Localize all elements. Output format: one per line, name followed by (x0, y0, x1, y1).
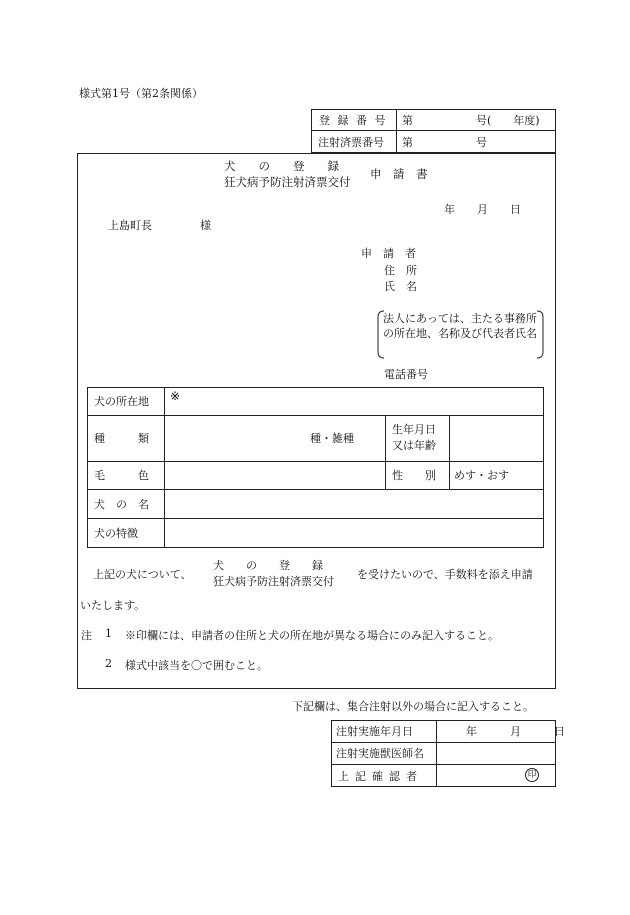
vaccination-date-label: 注射実施年月日 (336, 725, 413, 738)
addressee-honorific: 様 (200, 219, 211, 232)
addressee: 上島町長 (108, 219, 152, 232)
dog-features-label: 犬の特徴 (94, 527, 138, 540)
sex-label: 性 別 (392, 469, 436, 482)
breed-label: 種 類 (94, 432, 149, 445)
notes-head: 注 (81, 629, 92, 642)
applicant-label: 申 請 者 (361, 247, 416, 260)
color-label: 毛 色 (94, 469, 149, 482)
bottom-note: 下記欄は、集合注射以外の場合に記入すること。 (292, 700, 534, 713)
request-continuation: いたします。 (80, 599, 146, 612)
dog-location-label: 犬の所在地 (94, 395, 149, 408)
breed-mixed: 種・雑種 (310, 432, 354, 445)
tag-number-prefix: 第 (402, 136, 413, 149)
dog-name-label: 犬 の 名 (94, 497, 149, 511)
request-suffix: を受けたいので、手数料を添え申請 (357, 568, 533, 581)
tag-number-label: 注射済票番号 (318, 136, 384, 149)
phone-label: 電話番号 (384, 368, 428, 381)
request-prefix: 上記の犬について、 (93, 568, 192, 581)
title-option-registration: 犬 の 登 録 (224, 159, 339, 173)
request-option-registration: 犬 の 登 録 (213, 559, 323, 572)
application-date: 年 月 日 (444, 203, 521, 216)
note-2-text: 様式中該当を〇で囲むこと。 (125, 659, 268, 672)
confirmer-label: 上記確認者 (338, 769, 423, 783)
tag-number-suffix: 号 (476, 136, 487, 149)
applicant-address-label: 住 所 (384, 264, 417, 277)
registration-number-prefix: 第 (402, 114, 413, 127)
registration-number-label: 登 録 番 号 (319, 114, 388, 127)
title-suffix: 申 請 書 (370, 167, 428, 181)
corporate-note-bracket (377, 310, 544, 359)
request-option-vaccination: 狂犬病予防注射済票交付 (213, 575, 334, 588)
vet-name-label: 注射実施獣医師名 (336, 747, 424, 760)
note-1-text: ※印欄には、申請者の住所と犬の所在地が異なる場合にのみ記入すること。 (125, 629, 499, 642)
note-1-number: 1 (105, 627, 112, 640)
corporate-note: 法人にあっては、主たる事務所の所在地、名称及び代表者氏名 (383, 312, 537, 340)
sex-value: めす・おす (454, 469, 509, 482)
note-2-number: 2 (105, 657, 112, 670)
vaccination-date-value: 年 月 日 (466, 725, 565, 738)
seal-mark: 印 (525, 768, 539, 782)
registration-number-suffix: 号( 年度) (476, 114, 540, 127)
applicant-name-label: 氏 名 (384, 280, 417, 293)
birth-label-1: 生年月日 (392, 423, 436, 436)
location-mark: ※ (170, 389, 181, 403)
form-number: 様式第1号（第2条関係） (79, 87, 203, 100)
birth-label-2: 又は年齢 (392, 439, 436, 452)
title-option-vaccination: 狂犬病予防注射済票交付 (224, 175, 351, 189)
